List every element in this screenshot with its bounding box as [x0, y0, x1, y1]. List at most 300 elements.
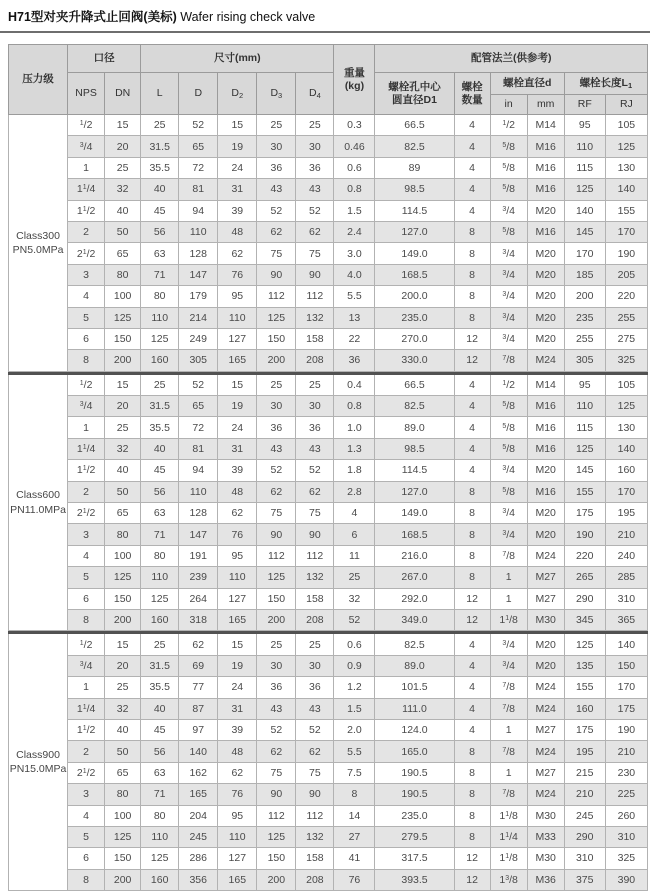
- cell-bolt-dia-in: $^7$/8: [490, 698, 527, 719]
- cell-dn: 20: [105, 396, 141, 417]
- cell-d4: 62: [296, 741, 334, 762]
- cell-rf: 145: [564, 221, 605, 242]
- cell-d4: 90: [296, 524, 334, 545]
- cell-bolt-qty: 12: [454, 869, 490, 890]
- cell-l: 71: [141, 784, 179, 805]
- cell-bolt-circle-d1: 149.0: [375, 243, 454, 264]
- cell-d4: 158: [296, 328, 334, 349]
- col-header-bolt-len: [564, 73, 647, 95]
- cell-d3: 52: [257, 200, 296, 221]
- cell-bolt-dia-mm: M20: [527, 634, 564, 655]
- cell-d4: 36: [296, 677, 334, 698]
- cell-d4: 90: [296, 264, 334, 285]
- cell-rj: 195: [605, 503, 647, 524]
- cell-rf: 145: [564, 460, 605, 481]
- cell-bolt-dia-mm: M20: [527, 264, 564, 285]
- cell-rj: 255: [605, 307, 647, 328]
- cell-d2: 15: [218, 374, 257, 395]
- table-row: [9, 741, 648, 762]
- cell-d: 305: [179, 350, 218, 371]
- cell-bolt-dia-in: $^3$/4: [490, 243, 527, 264]
- cell-nps: 2: [68, 481, 105, 502]
- cell-dn: 200: [105, 350, 141, 371]
- cell-l: 56: [141, 221, 179, 242]
- cell-nps: 4: [68, 805, 105, 826]
- cell-d4: 43: [296, 438, 334, 459]
- cell-rf: 375: [564, 869, 605, 890]
- table-row: [9, 307, 648, 328]
- cell-dn: 32: [105, 179, 141, 200]
- cell-nps: 8: [68, 350, 105, 371]
- cell-bolt-dia-in: $^7$/8: [490, 741, 527, 762]
- cell-rj: 210: [605, 524, 647, 545]
- col-header-weight: [334, 45, 375, 115]
- cell-bolt-dia-in: $^3$/4: [490, 264, 527, 285]
- col-header-d3: [257, 73, 296, 115]
- cell-weight: 36: [334, 350, 375, 371]
- cell-rf: 125: [564, 438, 605, 459]
- table-row: [9, 524, 648, 545]
- cell-bolt-qty: 4: [454, 374, 490, 395]
- d2-sub: 2: [239, 91, 244, 101]
- table-row: [9, 264, 648, 285]
- table-row: [9, 784, 648, 805]
- cell-d: 110: [179, 481, 218, 502]
- cell-bolt-circle-d1: 349.0: [375, 609, 454, 630]
- cell-bolt-qty: 4: [454, 417, 490, 438]
- cell-bolt-circle-d1: 127.0: [375, 481, 454, 502]
- pressure-class-cell: [9, 374, 68, 631]
- cell-d: 286: [179, 848, 218, 869]
- cell-bolt-circle-d1: 114.5: [375, 200, 454, 221]
- cell-d4: 30: [296, 396, 334, 417]
- col-header-d2: [218, 73, 257, 115]
- cell-d4: 158: [296, 848, 334, 869]
- cell-bolt-circle-d1: 216.0: [375, 545, 454, 566]
- cell-d4: 132: [296, 567, 334, 588]
- cell-d2: 48: [218, 481, 257, 502]
- cell-bolt-dia-in: $^5$/8: [490, 438, 527, 459]
- cell-l: 63: [141, 243, 179, 264]
- cell-nps: $^3$/4: [68, 655, 105, 676]
- cell-bolt-circle-d1: 165.0: [375, 741, 454, 762]
- cell-bolt-qty: 4: [454, 655, 490, 676]
- cell-d2: 95: [218, 286, 257, 307]
- cell-d4: 36: [296, 417, 334, 438]
- cell-l: 80: [141, 545, 179, 566]
- col-header-d4: [296, 73, 334, 115]
- cell-weight: 27: [334, 826, 375, 847]
- cell-rj: 325: [605, 350, 647, 371]
- table-row: [9, 179, 648, 200]
- cell-bolt-qty: 4: [454, 179, 490, 200]
- cell-bolt-dia-mm: M33: [527, 826, 564, 847]
- cell-nps: 5: [68, 307, 105, 328]
- cell-nps: $1^1/2$: [68, 200, 105, 221]
- cell-rf: 175: [564, 503, 605, 524]
- cell-weight: 1.8: [334, 460, 375, 481]
- cell-dn: 15: [105, 374, 141, 395]
- cell-bolt-dia-in: $^3$/4: [490, 328, 527, 349]
- cell-dn: 125: [105, 826, 141, 847]
- col-header-dn: DN: [105, 73, 141, 115]
- cell-bolt-circle-d1: 168.5: [375, 264, 454, 285]
- cell-weight: 1.5: [334, 200, 375, 221]
- table-row: [9, 826, 648, 847]
- cell-bolt-circle-d1: 111.0: [375, 698, 454, 719]
- cell-d4: 36: [296, 157, 334, 178]
- cell-bolt-qty: 4: [454, 634, 490, 655]
- cell-bolt-dia-in: $^3$/4: [490, 524, 527, 545]
- cell-weight: 25: [334, 567, 375, 588]
- cell-weight: 2.8: [334, 481, 375, 502]
- cell-bolt-qty: 4: [454, 136, 490, 157]
- table-row: [9, 417, 648, 438]
- cell-d3: 112: [257, 286, 296, 307]
- cell-bolt-dia-mm: M27: [527, 588, 564, 609]
- cell-weight: 0.3: [334, 115, 375, 136]
- cell-rj: 105: [605, 115, 647, 136]
- cell-bolt-circle-d1: 124.0: [375, 719, 454, 740]
- table-row: [9, 545, 648, 566]
- page-title-en: Wafer rising check valve: [176, 10, 316, 24]
- d3-main: D: [270, 87, 279, 100]
- cell-bolt-qty: 4: [454, 719, 490, 740]
- cell-l: 63: [141, 503, 179, 524]
- cell-dn: 80: [105, 524, 141, 545]
- cell-dn: 50: [105, 221, 141, 242]
- cell-bolt-qty: 8: [454, 545, 490, 566]
- cell-weight: 1.5: [334, 698, 375, 719]
- cell-bolt-dia-mm: M30: [527, 805, 564, 826]
- cell-d: 162: [179, 762, 218, 783]
- table-row: [9, 634, 648, 655]
- cell-bolt-qty: 12: [454, 609, 490, 630]
- cell-d3: 43: [257, 438, 296, 459]
- cell-bolt-dia-mm: M20: [527, 460, 564, 481]
- cell-d: 81: [179, 179, 218, 200]
- cell-bolt-dia-mm: M24: [527, 545, 564, 566]
- cell-l: 45: [141, 460, 179, 481]
- cell-d2: 127: [218, 588, 257, 609]
- cell-d3: 62: [257, 741, 296, 762]
- cell-rj: 170: [605, 221, 647, 242]
- cell-bolt-circle-d1: 292.0: [375, 588, 454, 609]
- cell-l: 110: [141, 567, 179, 588]
- cell-l: 80: [141, 805, 179, 826]
- cell-bolt-dia-in: $^3$/4: [490, 307, 527, 328]
- cell-dn: 65: [105, 243, 141, 264]
- table-row: [9, 460, 648, 481]
- header-row-1: [9, 45, 648, 73]
- cell-d4: 112: [296, 545, 334, 566]
- cell-nps: 4: [68, 545, 105, 566]
- cell-dn: 50: [105, 741, 141, 762]
- cell-d3: 25: [257, 634, 296, 655]
- cell-rf: 140: [564, 200, 605, 221]
- cell-l: 160: [141, 609, 179, 630]
- cell-bolt-dia-mm: M24: [527, 784, 564, 805]
- cell-d: 94: [179, 200, 218, 221]
- cell-bolt-dia-in: 1: [490, 719, 527, 740]
- cell-bolt-dia-in: $^3$/4: [490, 655, 527, 676]
- cell-l: 125: [141, 588, 179, 609]
- cell-d4: 43: [296, 179, 334, 200]
- cell-weight: 0.6: [334, 634, 375, 655]
- cell-d3: 30: [257, 655, 296, 676]
- cell-weight: 3.0: [334, 243, 375, 264]
- cell-bolt-dia-mm: M20: [527, 328, 564, 349]
- cell-rj: 285: [605, 567, 647, 588]
- cell-bolt-qty: 8: [454, 741, 490, 762]
- cell-bolt-qty: 8: [454, 221, 490, 242]
- table-row: [9, 243, 648, 264]
- cell-bolt-dia-in: $^7$/8: [490, 350, 527, 371]
- cell-weight: 0.4: [334, 374, 375, 395]
- cell-nps: 6: [68, 328, 105, 349]
- cell-bolt-dia-in: $1^1/8$: [490, 848, 527, 869]
- cell-d3: 200: [257, 350, 296, 371]
- cell-bolt-qty: 4: [454, 460, 490, 481]
- cell-rj: 150: [605, 655, 647, 676]
- cell-d2: 48: [218, 221, 257, 242]
- cell-weight: 4.0: [334, 264, 375, 285]
- cell-rj: 175: [605, 698, 647, 719]
- cell-rf: 305: [564, 350, 605, 371]
- cell-nps: 2: [68, 221, 105, 242]
- cell-nps: $2^1/2$: [68, 762, 105, 783]
- cell-bolt-dia-mm: M20: [527, 286, 564, 307]
- cell-d2: 39: [218, 200, 257, 221]
- cell-rf: 215: [564, 762, 605, 783]
- cell-bolt-dia-in: $^5$/8: [490, 157, 527, 178]
- cell-d2: 62: [218, 762, 257, 783]
- cell-bolt-circle-d1: 168.5: [375, 524, 454, 545]
- cell-bolt-circle-d1: 317.5: [375, 848, 454, 869]
- cell-l: 40: [141, 698, 179, 719]
- cell-d2: 165: [218, 609, 257, 630]
- table-row: [9, 157, 648, 178]
- cell-l: 160: [141, 869, 179, 890]
- cell-l: 25: [141, 374, 179, 395]
- cell-weight: 0.8: [334, 396, 375, 417]
- cell-nps: $^1$/2: [68, 374, 105, 395]
- cell-rf: 190: [564, 524, 605, 545]
- cell-rf: 160: [564, 698, 605, 719]
- cell-dn: 40: [105, 719, 141, 740]
- cell-bolt-dia-mm: M14: [527, 374, 564, 395]
- cell-rf: 95: [564, 374, 605, 395]
- cell-l: 45: [141, 200, 179, 221]
- cell-rf: 125: [564, 634, 605, 655]
- cell-weight: 13: [334, 307, 375, 328]
- cell-d3: 36: [257, 157, 296, 178]
- cell-d2: 48: [218, 741, 257, 762]
- cell-d: 191: [179, 545, 218, 566]
- cell-weight: 32: [334, 588, 375, 609]
- cell-rj: 170: [605, 677, 647, 698]
- cell-rj: 310: [605, 588, 647, 609]
- cell-d3: 150: [257, 588, 296, 609]
- table-row: [9, 350, 648, 371]
- cell-bolt-qty: 4: [454, 396, 490, 417]
- cell-bolt-dia-in: $^5$/8: [490, 396, 527, 417]
- cell-bolt-circle-d1: 127.0: [375, 221, 454, 242]
- col-header-d: D: [179, 73, 218, 115]
- cell-d3: 25: [257, 115, 296, 136]
- cell-l: 56: [141, 481, 179, 502]
- pressure-class-label: Class600: [16, 489, 60, 502]
- cell-rj: 205: [605, 264, 647, 285]
- cell-dn: 32: [105, 698, 141, 719]
- cell-nps: 3: [68, 524, 105, 545]
- cell-d3: 52: [257, 460, 296, 481]
- cell-nps: $^3$/4: [68, 136, 105, 157]
- table-row: [9, 588, 648, 609]
- cell-bolt-qty: 4: [454, 677, 490, 698]
- cell-bolt-dia-in: 1: [490, 567, 527, 588]
- cell-rf: 155: [564, 481, 605, 502]
- cell-d4: 112: [296, 805, 334, 826]
- cell-bolt-qty: 12: [454, 848, 490, 869]
- cell-rj: 275: [605, 328, 647, 349]
- cell-d3: 90: [257, 784, 296, 805]
- cell-d4: 52: [296, 200, 334, 221]
- cell-dn: 32: [105, 438, 141, 459]
- cell-d2: 76: [218, 524, 257, 545]
- cell-d4: 90: [296, 784, 334, 805]
- cell-d2: 24: [218, 157, 257, 178]
- cell-d2: 39: [218, 460, 257, 481]
- cell-d3: 62: [257, 481, 296, 502]
- cell-d: 179: [179, 286, 218, 307]
- cell-d4: 25: [296, 374, 334, 395]
- cell-dn: 65: [105, 762, 141, 783]
- spec-table-header: [9, 45, 648, 115]
- cell-dn: 125: [105, 567, 141, 588]
- cell-d4: 25: [296, 115, 334, 136]
- cell-dn: 200: [105, 609, 141, 630]
- cell-dn: 100: [105, 805, 141, 826]
- cell-dn: 100: [105, 286, 141, 307]
- cell-d2: 165: [218, 869, 257, 890]
- cell-rf: 235: [564, 307, 605, 328]
- cell-bolt-qty: 12: [454, 588, 490, 609]
- bolt-qty-line1: 螺栓: [461, 80, 483, 93]
- cell-bolt-dia-mm: M14: [527, 115, 564, 136]
- d4-main: D: [309, 87, 317, 100]
- cell-rj: 225: [605, 784, 647, 805]
- cell-d: 72: [179, 417, 218, 438]
- table-row: [9, 438, 648, 459]
- cell-rj: 310: [605, 826, 647, 847]
- pressure-class-label: Class900: [16, 749, 60, 762]
- cell-d2: 31: [218, 179, 257, 200]
- cell-bolt-dia-in: $1^1/4$: [490, 826, 527, 847]
- pressure-pn-label: PN11.0MPa: [10, 503, 66, 516]
- cell-d2: 24: [218, 417, 257, 438]
- cell-bolt-dia-mm: M20: [527, 243, 564, 264]
- cell-bolt-circle-d1: 190.5: [375, 762, 454, 783]
- cell-d2: 15: [218, 634, 257, 655]
- pressure-pn-label: PN5.0MPa: [12, 243, 64, 256]
- d4-sub: 4: [316, 91, 321, 101]
- cell-d4: 52: [296, 460, 334, 481]
- cell-bolt-dia-mm: M30: [527, 848, 564, 869]
- cell-bolt-circle-d1: 101.5: [375, 677, 454, 698]
- cell-bolt-dia-mm: M16: [527, 417, 564, 438]
- cell-bolt-dia-in: $^3$/4: [490, 286, 527, 307]
- cell-bolt-circle-d1: 270.0: [375, 328, 454, 349]
- col-header-flange: 配管法兰(供参考): [375, 45, 648, 73]
- pressure-class-cell: [9, 115, 68, 372]
- table-row: [9, 677, 648, 698]
- cell-rj: 130: [605, 157, 647, 178]
- cell-rf: 125: [564, 179, 605, 200]
- cell-bolt-dia-mm: M20: [527, 503, 564, 524]
- cell-dn: 25: [105, 677, 141, 698]
- cell-rf: 110: [564, 396, 605, 417]
- table-row: [9, 374, 648, 395]
- cell-nps: 1: [68, 677, 105, 698]
- cell-rj: 170: [605, 481, 647, 502]
- cell-rj: 130: [605, 417, 647, 438]
- cell-nps: 6: [68, 588, 105, 609]
- cell-nps: 5: [68, 567, 105, 588]
- page-title-zh: H71型对夹升降式止回阀(美标): [8, 10, 177, 24]
- table-row: [9, 115, 648, 136]
- cell-d: 318: [179, 609, 218, 630]
- cell-dn: 150: [105, 848, 141, 869]
- cell-dn: 20: [105, 136, 141, 157]
- cell-bolt-dia-in: $^5$/8: [490, 221, 527, 242]
- weight-label-line2: (kg): [344, 79, 365, 92]
- cell-l: 56: [141, 741, 179, 762]
- col-header-bolt-dia: 螺栓直径d: [490, 73, 564, 95]
- spec-table-body: [9, 115, 648, 891]
- cell-weight: 14: [334, 805, 375, 826]
- bolt-len-main: 螺栓长度L: [579, 77, 628, 90]
- cell-d: 264: [179, 588, 218, 609]
- cell-d: 81: [179, 438, 218, 459]
- cell-weight: 1.2: [334, 677, 375, 698]
- cell-nps: $^1$/2: [68, 115, 105, 136]
- cell-nps: 1: [68, 417, 105, 438]
- cell-nps: 1: [68, 157, 105, 178]
- table-row: [9, 503, 648, 524]
- cell-dn: 100: [105, 545, 141, 566]
- cell-weight: 0.6: [334, 157, 375, 178]
- cell-d: 52: [179, 374, 218, 395]
- bolt-len-sub: 1: [627, 81, 633, 91]
- cell-l: 40: [141, 438, 179, 459]
- cell-d: 72: [179, 157, 218, 178]
- cell-d3: 52: [257, 719, 296, 740]
- bolt-circle-line2: 圆直径D1: [392, 93, 437, 106]
- cell-l: 63: [141, 762, 179, 783]
- cell-rf: 195: [564, 741, 605, 762]
- cell-dn: 15: [105, 634, 141, 655]
- cell-l: 80: [141, 286, 179, 307]
- cell-bolt-qty: 8: [454, 286, 490, 307]
- cell-d4: 132: [296, 826, 334, 847]
- col-header-in: in: [490, 95, 527, 115]
- cell-bolt-qty: 8: [454, 762, 490, 783]
- cell-d2: 62: [218, 243, 257, 264]
- cell-d2: 95: [218, 545, 257, 566]
- cell-l: 31.5: [141, 136, 179, 157]
- cell-d4: 112: [296, 286, 334, 307]
